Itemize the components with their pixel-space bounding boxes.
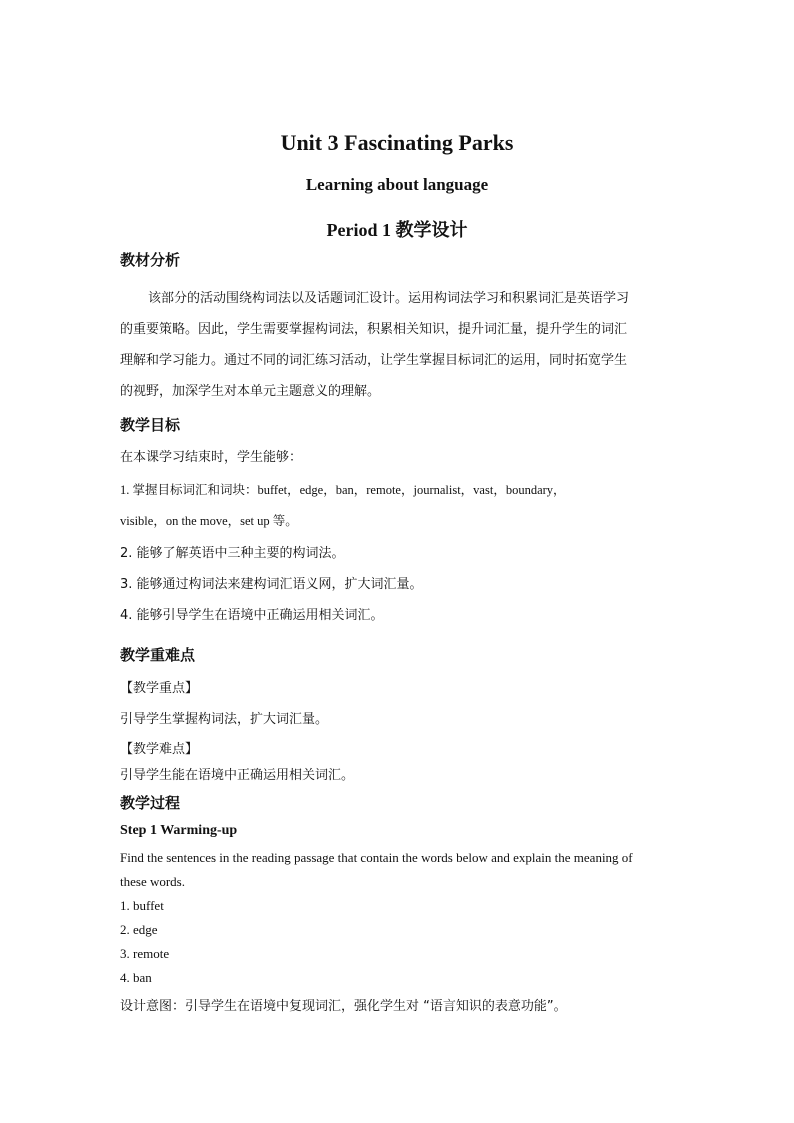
difficulty-label: 【教学难点】: [120, 742, 199, 757]
word-item: 1. buffet: [120, 898, 164, 913]
section-heading-process: 教学过程: [120, 794, 181, 812]
step-instruction: these words.: [120, 874, 185, 889]
objective-item: 1. 掌握目标词汇和词块：buffet，edge，ban，remote，journalist，vast，boundary，: [120, 483, 566, 497]
objective-item: 2. 能够了解英语中三种主要的构词法。: [120, 546, 345, 561]
objective-item: 3. 能够通过构词法来建构词汇语义网，扩大词汇量。: [120, 577, 423, 592]
difficulty-text: 引导学生能在语境中正确运用相关词汇。: [120, 768, 355, 783]
focus-text: 引导学生掌握构词法，扩大词汇量。: [120, 712, 329, 727]
analysis-line: 的视野，加深学生对本单元主题意义的理解。: [120, 384, 381, 399]
analysis-line: 该部分的活动围绕构词法以及话题词汇设计。运用构词法学习和积累词汇是英语学习: [148, 291, 630, 306]
step-title: Step 1 Warming-up: [120, 823, 238, 838]
objective-item: 4. 能够引导学生在语境中正确运用相关词汇。: [120, 608, 384, 623]
word-item: 3. remote: [120, 946, 170, 961]
section-heading-keypoints: 教学重难点: [120, 646, 196, 664]
design-intent: 设计意图：引导学生在语境中复现词汇，强化学生对 “语言知识的表意功能”。: [120, 999, 567, 1014]
period-heading: Period 1 教学设计: [326, 220, 468, 240]
document-subtitle: Learning about language: [305, 175, 489, 194]
document-title: Unit 3 Fascinating Parks: [280, 130, 514, 155]
objectives-intro: 在本课学习结束时，学生能够：: [120, 450, 303, 465]
analysis-line: 的重要策略。因此，学生需要掌握构词法，积累相关知识，提升词汇量，提升学生的词汇: [120, 322, 628, 337]
section-heading-analysis: 教材分析: [120, 251, 181, 269]
step-instruction: Find the sentences in the reading passage that contain the words below and explain the meaning of: [120, 850, 633, 865]
word-item: 4. ban: [120, 970, 152, 985]
section-heading-objectives: 教学目标: [120, 416, 181, 434]
analysis-line: 理解和学习能力。通过不同的词汇练习活动，让学生掌握目标词汇的运用，同时拓宽学生: [120, 353, 628, 368]
word-item: 2. edge: [120, 922, 158, 937]
objective-item: visible，on the move，set up 等。: [120, 514, 298, 528]
focus-label: 【教学重点】: [120, 681, 199, 696]
